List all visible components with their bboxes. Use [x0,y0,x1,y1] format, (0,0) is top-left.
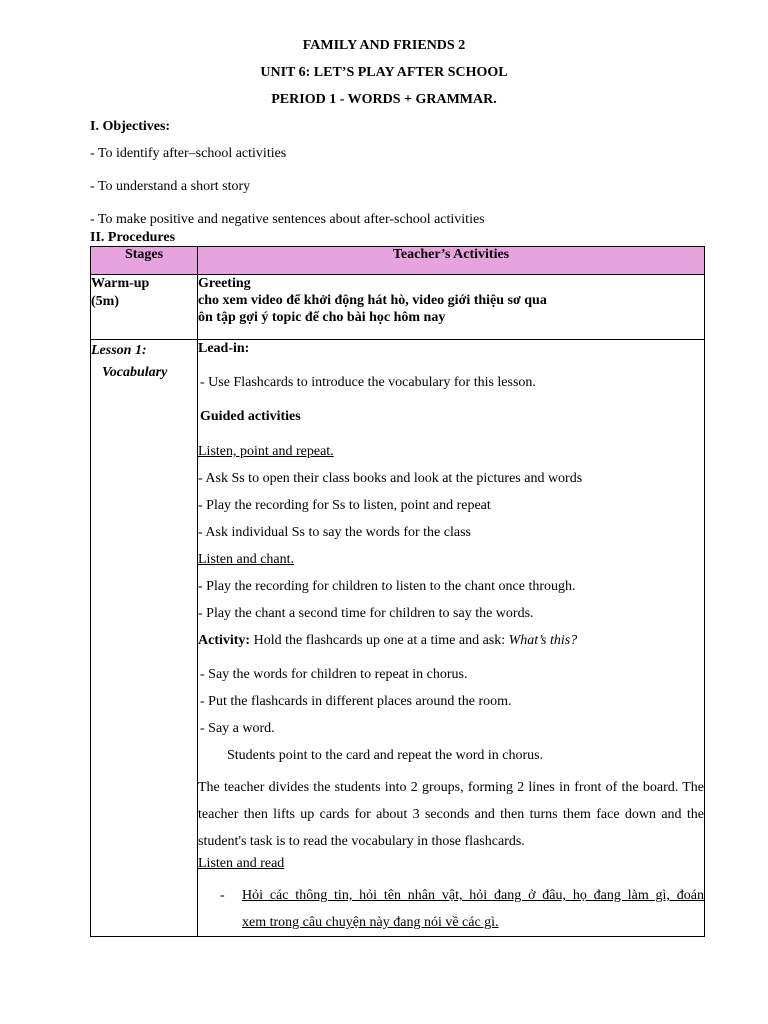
objective-item: - To identify after–school activities [90,146,287,161]
lesson-topic: Vocabulary [102,365,168,380]
activity-label: Activity: [198,633,251,648]
column-header-stages: Stages [91,247,198,275]
stage-cell-warmup [91,275,198,340]
objective-item: - To understand a short story [90,179,251,194]
activity-text: Hold the flashcards up one at a time and ask: [250,633,509,648]
guided-activities-heading: Guided activities [200,409,301,424]
lead-in-item: - Use Flashcards to introduce the vocabulary for this lesson. [200,375,536,390]
listen-point-repeat-heading: Listen, point and repeat. [198,444,334,459]
listen-read-item [198,882,704,936]
listen-chant-heading: Listen and chant. [198,552,295,567]
activity-step: - Play the recording for children to listen to the chant once through. [198,579,576,594]
table-row-lesson1 [91,340,705,937]
bullet-dash: - [220,888,225,903]
objectives-heading: I. Objectives: [90,119,171,134]
lesson-number: Lesson 1: [91,343,147,358]
students-point-note: Students point to the card and repeat the word in chorus. [227,748,544,763]
activity-step: - Play the chant a second time for children to say the words. [198,606,534,621]
objective-item: - To make positive and negative sentences about after-school activities [90,212,485,227]
warmup-activity: ôn tập gợi ý topic để cho bài học hôm nay [198,310,446,325]
activity-instruction [198,632,704,666]
listen-read-heading: Listen and read [198,856,285,871]
activity-step: - Say a word. [200,721,275,736]
teacher-divides-paragraph: The teacher divides the students into 2 groups, forming 2 lines in front of the board. The teacher then lifts up cards for about 3 seconds and then turns them face down and the student's task is to read the vocabulary in those flashcards. [198,780,704,849]
activity-step: - Ask Ss to open their class books and look at the pictures and words [198,471,583,486]
activity-step: - Put the flashcards in different places around the room. [200,694,512,709]
activities-cell-warmup [198,275,705,340]
table-row-warmup [91,275,705,340]
activity-step: - Play the recording for Ss to listen, point and repeat [198,498,491,513]
greeting-label: Greeting [198,276,251,291]
activities-cell-lesson1 [198,340,705,937]
procedures-heading: II. Procedures [90,230,176,245]
warmup-activity: cho xem video để khởi động hát hò, video giới thiệu sơ qua [198,293,547,308]
activity-step: - Say the words for children to repeat in chorus. [200,667,468,682]
stage-name: Warm-up [91,276,150,291]
lead-in-heading: Lead-in: [198,341,250,356]
procedures-table [90,246,705,937]
table-header-row [91,247,705,275]
listen-read-line: Hỏi các thông tin, hỏi tên nhân vật, hỏi đang ở đâu, họ đang làm gì, đoán [242,888,704,903]
stage-duration: (5m) [91,294,119,309]
unit-title: UNIT 6: LET’S PLAY AFTER SCHOOL [260,65,508,80]
activity-step: - Ask individual Ss to say the words for the class [198,525,471,540]
listen-read-line: xem trong câu chuyện này đang nói về các gì. [242,915,499,930]
column-header-activities: Teacher’s Activities [198,247,705,275]
activity-question: What’s this? [508,633,578,648]
stage-cell-lesson1 [91,340,198,937]
period-title: PERIOD 1 - WORDS + GRAMMAR. [271,92,497,107]
document-title: FAMILY AND FRIENDS 2 [302,38,466,53]
